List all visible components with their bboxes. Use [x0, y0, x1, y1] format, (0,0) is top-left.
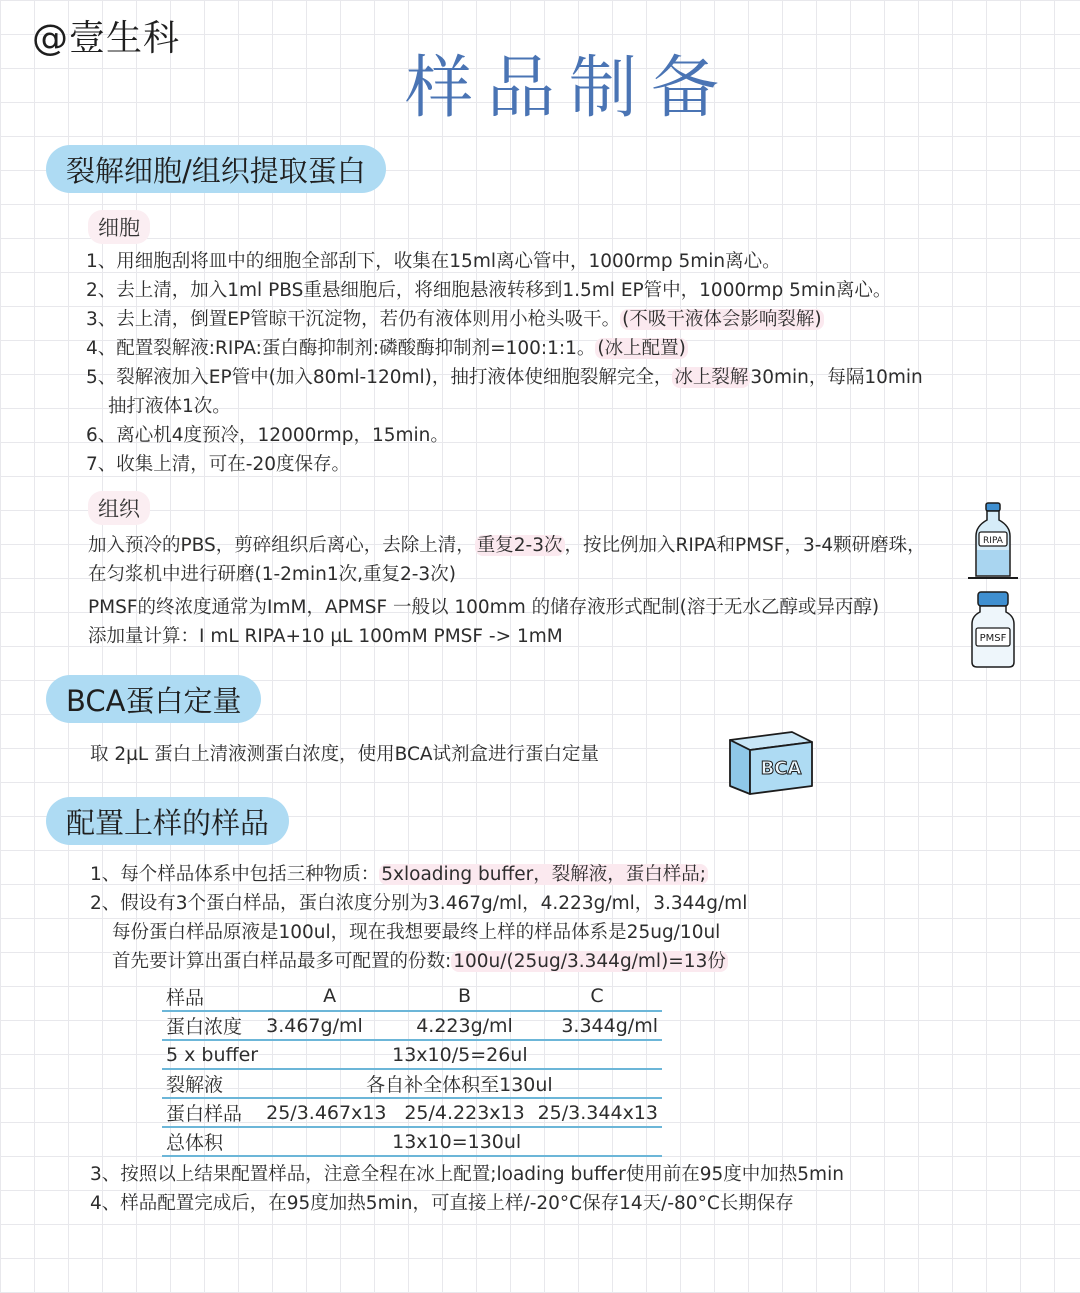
step-line	[86, 363, 923, 392]
watermark: @壹生科	[32, 18, 181, 59]
step-text: 5、裂解液加入EP管中(加入80ml-120ml)，抽打液体使细胞裂解完全，	[86, 367, 673, 388]
ripa-bottle-icon	[966, 502, 1020, 582]
sample-table	[162, 982, 662, 1157]
highlight-text: (不吸干液体会影响裂解)	[622, 309, 822, 330]
step-line	[86, 334, 923, 363]
table-row	[162, 1127, 662, 1156]
table-cell: 4.223g/ml	[397, 1011, 532, 1040]
highlight-text: (冰上配置)	[597, 338, 686, 359]
subheading-text: 细胞	[98, 216, 140, 240]
section-heading-text: 裂解细胞/组织提取蛋白	[66, 153, 366, 188]
table-row	[162, 1069, 662, 1098]
tissue-line	[88, 531, 926, 560]
merged-cell: 13x10/5=26ul	[262, 1040, 662, 1069]
table-header-row	[162, 982, 662, 1011]
bca-text: 取 2µL 蛋白上清液测蛋白浓度，使用BCA试剂盒进行蛋白定量	[90, 744, 600, 765]
line-text: 首先要计算出蛋白样品最多可配置的份数:	[112, 951, 452, 972]
subheading-cells	[88, 210, 150, 244]
prep-line	[90, 918, 747, 947]
svg-text:RIPA: RIPA	[983, 536, 1003, 546]
prep-line: 3、按照以上结果配置样品，注意全程在冰上配置;loading buffer使用前在95度中加热5min	[90, 1164, 844, 1185]
row-label: 5 x buffer	[162, 1040, 262, 1069]
section-heading-lysis	[46, 145, 386, 193]
highlight-text: 重复2-3次	[476, 535, 563, 556]
step-line	[86, 392, 923, 421]
step-text: 4、配置裂解液:RIPA:蛋白酶抑制剂:磷酸酶抑制剂=100:1:1。	[86, 338, 596, 359]
highlight-text: 5xloading buffer，裂解液，蛋白样品;	[381, 864, 706, 885]
step-text: 3、去上清，倒置EP管晾干沉淀物，若仍有液体则用小枪头吸干。	[86, 309, 621, 330]
svg-text:PMSF: PMSF	[979, 633, 1007, 644]
step-text: 2、去上清，加入1ml PBS重悬细胞后，将细胞悬液转移到1.5ml EP管中，1000rmp 5min离心。	[86, 280, 892, 301]
cell-steps-list	[86, 247, 923, 479]
line-text: PMSF的终浓度通常为ImM，APMSF 一般以 100mm 的储存液形式配制(溶于无水乙醇或异丙醇)	[88, 597, 880, 618]
line-text: 1、每个样品体系中包括三种物质：	[90, 864, 380, 885]
line-text: 在匀浆机中进行研磨(1-2min1次,重复2-3次)	[88, 564, 456, 585]
step-text: 7、收集上清，可在-20度保存。	[86, 454, 350, 475]
header-cell: B	[397, 982, 532, 1011]
tissue-line	[88, 593, 926, 622]
step-line	[86, 247, 923, 276]
merged-cell: 各自补全体积至130ul	[262, 1069, 662, 1098]
row-label: 裂解液	[162, 1069, 262, 1098]
table-cell: 25/3.467x13	[262, 1098, 397, 1127]
line-text: 2、假设有3个蛋白样品，蛋白浓度分别为3.467g/ml，4.223g/ml，3.344g/ml	[90, 893, 748, 914]
merged-cell: 13x10=130ul	[262, 1127, 662, 1156]
bca-kit-box-icon	[726, 728, 816, 798]
section-heading-bca	[46, 675, 261, 723]
prep-line	[90, 860, 747, 889]
subheading-tissue	[88, 491, 150, 525]
line-text: 每份蛋白样品原液是100ul，现在我想要最终上样的样品体系是25ug/10ul	[112, 922, 721, 943]
highlight-text: 100u/(25ug/3.344g/ml)=13份	[453, 951, 726, 972]
subheading-text: 组织	[98, 497, 140, 521]
after-table-lines	[90, 1160, 844, 1218]
step-text: 抽打液体1次。	[108, 396, 231, 417]
line-text: ，按比例加入RIPA和PMSF，3-4颗研磨珠，	[564, 535, 926, 556]
step-text: 1、用细胞刮将皿中的细胞全部刮下，收集在15ml离心管中，1000rmp 5min离心。	[86, 251, 781, 272]
tissue-line	[88, 622, 926, 651]
row-label: 蛋白样品	[162, 1098, 262, 1127]
tissue-line	[88, 560, 926, 589]
step-line	[86, 305, 923, 334]
table-row	[162, 1040, 662, 1069]
table-row	[162, 1098, 662, 1127]
step-line	[86, 276, 923, 305]
step-text: 6、离心机4度预冷，12000rmp，15min。	[86, 425, 449, 446]
step-line	[86, 450, 923, 479]
section-heading-text: BCA蛋白定量	[66, 683, 242, 718]
page-title: 样品制备	[405, 49, 734, 128]
line-text: 加入预冷的PBS，剪碎组织后离心，去除上清，	[88, 535, 475, 556]
prep-line: 4、样品配置完成后，在95度加热5min，可直接上样/-20°C保存14天/-80°C长期保存	[90, 1193, 794, 1214]
section-heading-text: 配置上样的样品	[66, 805, 270, 840]
prep-line	[90, 889, 747, 918]
pmsf-bottle-icon	[966, 590, 1020, 670]
line-text: 添加量计算：I mL RIPA+10 µL 100mM PMSF -> 1mM	[88, 626, 563, 647]
step-line	[86, 421, 923, 450]
prep-line	[90, 947, 747, 976]
table-cell: 25/3.344x13	[532, 1098, 662, 1127]
header-cell: A	[262, 982, 397, 1011]
tissue-lines	[88, 531, 926, 651]
header-cell: 样品	[162, 982, 262, 1011]
step-text: 30min，每隔10min	[750, 367, 923, 388]
table-row	[162, 1011, 662, 1040]
section-heading-sample-prep	[46, 797, 289, 845]
table-cell: 3.467g/ml	[262, 1011, 397, 1040]
table-cell: 25/4.223x13	[397, 1098, 532, 1127]
table-cell: 3.344g/ml	[532, 1011, 662, 1040]
sample-prep-lines	[90, 860, 747, 976]
svg-text:BCA: BCA	[760, 758, 802, 779]
row-label: 蛋白浓度	[162, 1011, 262, 1040]
row-label: 总体积	[162, 1127, 262, 1156]
highlight-text: 冰上裂解	[674, 367, 749, 388]
header-cell: C	[532, 982, 662, 1011]
